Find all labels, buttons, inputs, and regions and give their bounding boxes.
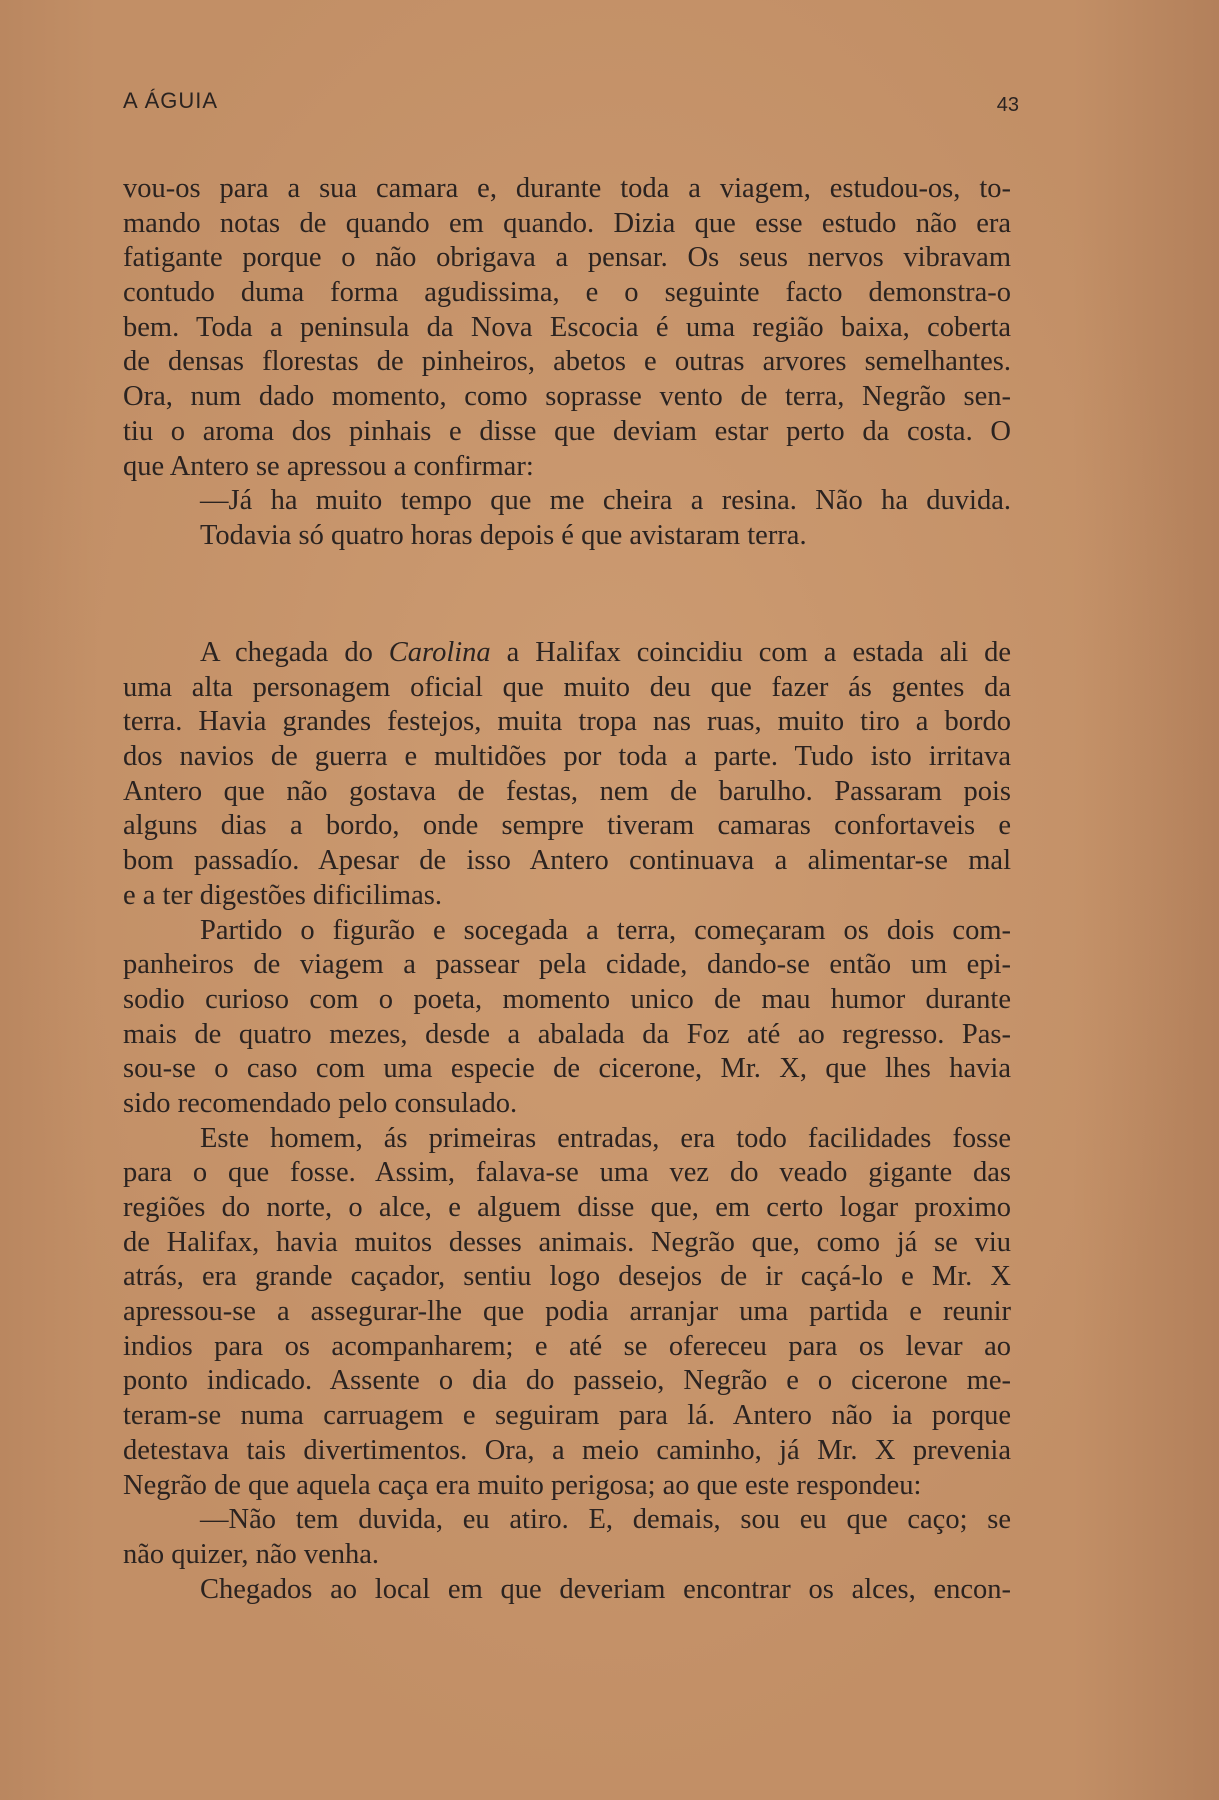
- text-line: para o que fosse. Assim, falava-se uma vez do veado gigante das: [123, 1157, 1011, 1189]
- ship-name: Carolina: [388, 637, 491, 668]
- text-line: tiu o aroma dos pinhais e disse que deviam estar perto da costa. O: [123, 415, 1011, 447]
- text-line: Ora, num dado momento, como soprasse vento de terra, Negrão sen-: [123, 381, 1011, 413]
- text-line: bom passadío. Apesar de isso Antero continuava a alimentar-se mal: [123, 845, 1011, 877]
- text-line: —Já ha muito tempo que me cheira a resina. Não ha duvida.: [200, 485, 1011, 517]
- text-line: regiões do norte, o alce, e alguem disse que, em certo logar proximo: [123, 1192, 1011, 1223]
- text-line: [123, 636, 1011, 671]
- text-line: sodio curioso com o poeta, momento unico de mau humor durante: [123, 983, 1011, 1015]
- text-line: atrás, era grande caçador, sentiu logo desejos de ir caçá-lo e Mr. X: [123, 1261, 1011, 1293]
- text-line: sido recomendado pelo consulado.: [123, 1087, 518, 1119]
- text-line: de densas florestas de pinheiros, abetos e outras arvores semelhantes.: [123, 346, 1011, 378]
- text-section-1: [123, 172, 1011, 554]
- text-section-2: [123, 636, 1011, 1607]
- text-line: alguns dias a bordo, onde sempre tiveram camaras confortaveis e: [123, 810, 1011, 842]
- text-line: indios para os acompanharem; e até se ofereceu para os levar ao: [123, 1330, 1011, 1362]
- text-line: fatigante porque o não obrigava a pensar. Os seus nervos vibravam: [123, 242, 1011, 274]
- text-line: Negrão de que aquela caça era muito perigosa; ao que este respondeu:: [123, 1469, 922, 1501]
- text-line: e a ter digestões dificilimas.: [123, 879, 442, 911]
- text-line: terra. Havia grandes festejos, muita tropa nas ruas, muito tiro a bordo: [123, 706, 1011, 738]
- page-number: 43: [996, 94, 1019, 116]
- text-line: panheiros de viagem a passear pela cidade, dando-se então um epi-: [123, 949, 1011, 981]
- text-line: Este homem, ás primeiras entradas, era todo facilidades fosse: [200, 1122, 1011, 1154]
- text-line: teram-se numa carruagem e seguiram para lá. Antero não ia porque: [123, 1400, 1011, 1432]
- text-line: uma alta personagem oficial que muito deu que fazer ás gentes da: [123, 671, 1011, 703]
- text-line: Todavia só quatro horas depois é que avistaram terra.: [200, 519, 807, 551]
- running-title: A ÁGUIA: [123, 88, 219, 113]
- text-line: sou-se o caso com uma especie de cicerone, Mr. X, que lhes havia: [123, 1053, 1011, 1085]
- text-line: apressou-se a assegurar-lhe que podia arranjar uma partida e reunir: [123, 1296, 1011, 1328]
- text-fragment: A chegada do: [200, 637, 389, 668]
- text-line: ponto indicado. Assente o dia do passeio, Negrão e o cicerone me-: [123, 1365, 1011, 1397]
- text-line: Antero que não gostava de festas, nem de barulho. Passaram pois: [123, 775, 1011, 807]
- text-line: mais de quatro mezes, desde a abalada da Foz até ao regresso. Pas-: [123, 1018, 1011, 1050]
- text-fragment: a Halifax coincidiu com a estada ali de: [490, 637, 1011, 668]
- text-line: —Não tem duvida, eu atiro. E, demais, sou eu que caço; se: [200, 1504, 1011, 1536]
- text-line: Partido o figurão e socegada a terra, começaram os dois com-: [200, 914, 1011, 946]
- text-line: mando notas de quando em quando. Dizia que esse estudo não era: [123, 207, 1011, 239]
- text-line: contudo duma forma agudissima, e o seguinte facto demonstra-o: [123, 277, 1011, 309]
- text-line: que Antero se apressou a confirmar:: [123, 450, 534, 482]
- text-line: Chegados ao local em que deveriam encontrar os alces, encon-: [200, 1573, 1011, 1605]
- text-line: dos navios de guerra e multidões por toda a parte. Tudo isto irritava: [123, 741, 1011, 773]
- text-line: de Halifax, havia muitos desses animais. Negrão que, como já se viu: [123, 1226, 1011, 1258]
- text-line: bem. Toda a peninsula da Nova Escocia é uma região baixa, coberta: [123, 311, 1011, 343]
- text-line: detestava tais divertimentos. Ora, a meio caminho, já Mr. X prevenia: [123, 1434, 1011, 1466]
- text-line: vou-os para a sua camara e, durante toda a viagem, estudou-os, to-: [123, 173, 1011, 204]
- text-line: não quizer, não venha.: [123, 1538, 380, 1570]
